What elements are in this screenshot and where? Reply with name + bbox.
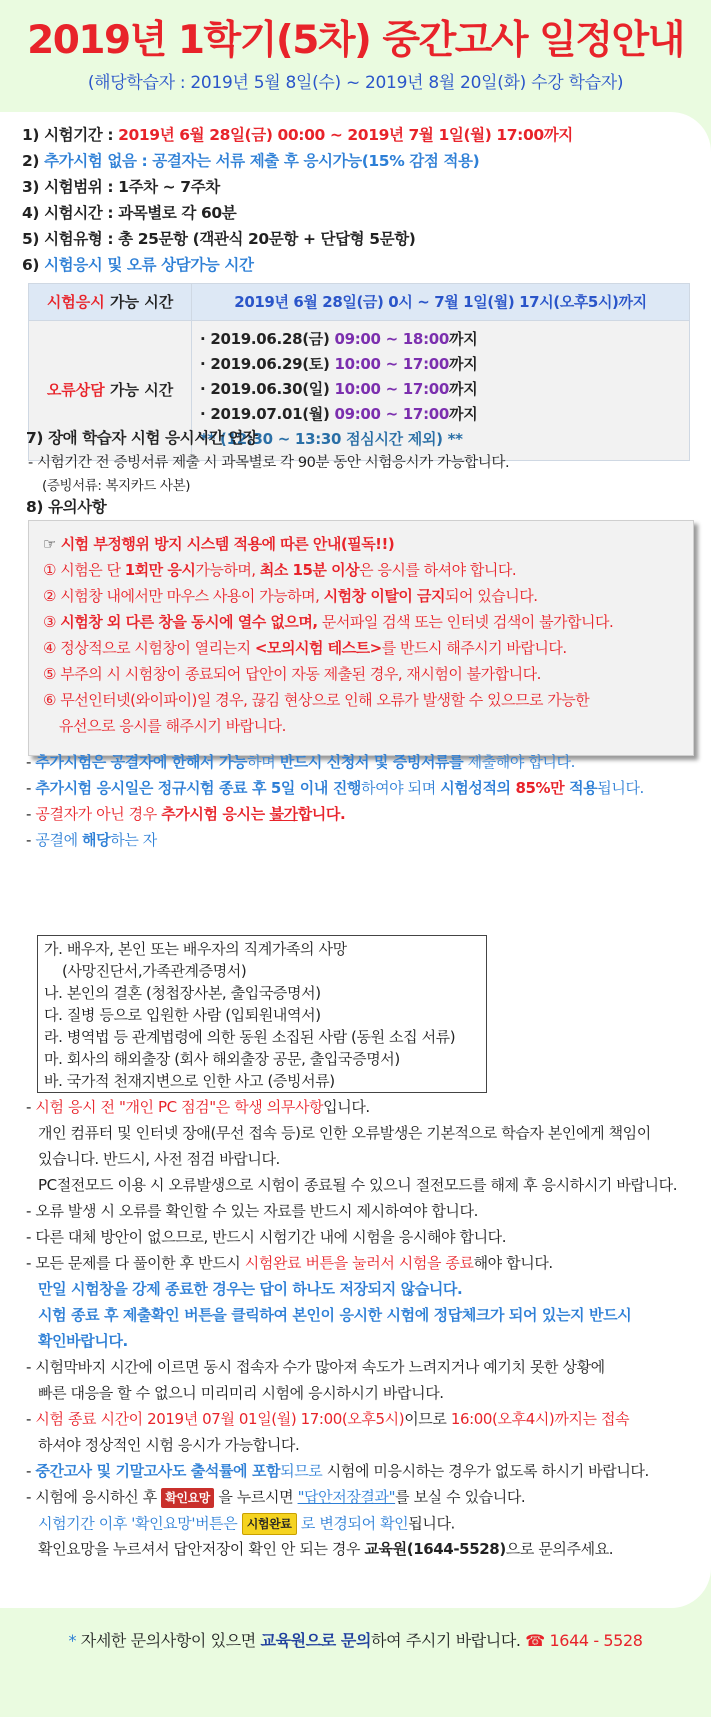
tip-text: 을 누르시면 — [214, 1488, 298, 1506]
extra-emphasis: 반드시 신청서 및 증빙서류를 — [279, 753, 464, 771]
extra-text: 됩니다. — [597, 779, 644, 797]
consult-time-row — [200, 403, 477, 424]
item-exam-type: 5) 시험유형 : 총 25문항 (객관식 20문항 + 단답형 5문항) — [22, 230, 416, 248]
extra-emphasis: 적용 — [564, 779, 598, 797]
notice-box — [28, 520, 694, 756]
page-title: 2019년 1학기(5차) 중간고사 일정안내 — [27, 18, 684, 63]
tip-end-time-l2: 하셔야 정상적인 시험 응시가 가능합니다. — [38, 1436, 300, 1454]
tip-text: 입니다. — [323, 1098, 370, 1116]
consult-time-row — [200, 328, 477, 349]
header — [0, 0, 711, 112]
notice-emphasis: 1회만 응시 — [124, 561, 196, 579]
tip-text: 해야 합니다. — [473, 1254, 553, 1272]
section7-title: 7) 장애 학습자 시험 응시시간 연장 — [26, 429, 258, 447]
exam-label-keyword: 시험응시 — [46, 293, 105, 311]
item-no-extra-exam — [22, 151, 479, 171]
consult-row-times — [192, 321, 689, 460]
extra-line-4 — [26, 830, 157, 850]
extra-emphasis: 불가 — [269, 805, 298, 823]
tip-early-l2: 빠른 대응을 할 수 없으니 미리미리 시험에 응시하시기 바랍니다. — [38, 1384, 444, 1402]
tip-text: 이므로 — [404, 1410, 451, 1428]
notice-item-1 — [43, 559, 516, 580]
reason-item: 나. 본인의 결혼 (청첩장사본, 출입국증명서) — [44, 984, 321, 1002]
reason-item: (사망진단서,가족관계증명서) — [62, 962, 247, 980]
tip-finish-l3: 시험 종료 후 제출확인 버튼을 클릭하여 본인이 응시한 시험에 정답체크가 되어 있는지 반드시 — [38, 1306, 632, 1324]
consult-date: · 2019.06.30(일) — [200, 380, 335, 398]
footer-text: 자세한 문의사항이 있으면 — [80, 1631, 261, 1650]
notice-item-2 — [43, 585, 538, 606]
tip-text: 를 보실 수 있습니다. — [395, 1488, 526, 1506]
extra-text: 제출해야 합니다. — [463, 753, 575, 771]
tip-confirm-l3 — [38, 1539, 613, 1559]
tip-text: 시험에 미응시하는 경우가 없도록 하시기 바랍니다. — [322, 1462, 649, 1480]
consult-tail: 까지 — [449, 355, 478, 373]
exam-row — [29, 284, 689, 321]
tip-emphasis: 중간고사 및 기말고사도 출석률에 포함 — [35, 1462, 281, 1480]
bullet: - — [26, 1410, 36, 1428]
notice-emphasis: 시험창 외 다른 창을 동시에 열수 없으며, — [60, 613, 318, 631]
bullet: - — [26, 779, 36, 797]
bullet: - — [26, 753, 36, 771]
consult-tail: 까지 — [449, 405, 478, 423]
notice-emphasis: <모의시험 테스트> — [254, 639, 382, 657]
tip-pc-check-l4: PC절전모드 이용 시 오류발생으로 시험이 종료될 수 있으니 절전모드를 해제 후 응시하시기 바랍니다. — [38, 1176, 678, 1194]
extra-line-2 — [26, 778, 644, 798]
exam-label-rest: 가능 시간 — [104, 293, 174, 311]
tip-early: - 시험막바지 시간에 이르면 동시 접속자 수가 많아져 속도가 느려지거나 예기치 못한 상황에 — [26, 1358, 605, 1376]
tip-finish — [26, 1253, 553, 1273]
bullet: - — [26, 805, 36, 823]
tip-error-evidence: - 오류 발생 시 오류를 확인할 수 있는 자료를 반드시 제시하여야 합니다. — [26, 1202, 478, 1220]
extra-text: 공결자가 아닌 경우 — [35, 805, 162, 823]
footer-text: 하여 주시기 바랍니다. — [371, 1631, 526, 1650]
exam-row-value: 2019년 6월 28일(금) 0시 ~ 7월 1일(월) 17시(오후5시)까지 — [234, 293, 647, 311]
tip-text: 되므로 — [280, 1462, 323, 1480]
consult-label-rest: 가능 시간 — [104, 381, 174, 399]
no-extra-exam-value: 추가시험 없음 : 공결자는 서류 제출 후 응시가능(15% 감점 적용) — [44, 152, 480, 170]
extra-emphasis: 추가시험은 공결자에 한해서 가능 — [35, 753, 248, 771]
tip-text: 확인요망을 누르셔서 답안저장이 확인 안 되는 경우 — [38, 1540, 365, 1558]
notice-emphasis: 최소 15분 이상 — [259, 561, 360, 579]
tip-text: 로 변경되어 확인 — [296, 1514, 409, 1533]
answer-save-result-link[interactable]: "답안저장결과" — [297, 1488, 396, 1506]
consult-tail: 까지 — [449, 380, 478, 398]
notice-text: ③ — [43, 613, 61, 631]
extra-emphasis: 합니다. — [297, 805, 346, 823]
tip-deadline: - 다른 대체 방안이 없으므로, 반드시 시험기간 내에 시험을 응시해야 합니다. — [26, 1228, 507, 1246]
extra-emphasis: 추가시험 응시는 — [161, 805, 270, 823]
tip-text: - 시험에 응시하신 후 — [26, 1488, 162, 1506]
phone-icon: ☎ — [525, 1631, 545, 1650]
consult-tail: 까지 — [449, 330, 478, 348]
tip-emphasis: 16:00(오후4시)까지는 접속 — [450, 1410, 630, 1428]
tip-emphasis: 시험 응시 전 "개인 PC 점검"은 학생 의무사항 — [35, 1098, 324, 1116]
item-exam-period — [22, 125, 573, 145]
notice-title — [43, 533, 394, 554]
consult-time: 10:00 ~ 17:00 — [334, 380, 450, 398]
notice-text: 은 응시를 하셔야 합니다. — [359, 561, 517, 579]
extra-line-1 — [26, 752, 575, 772]
item-label: 6) — [22, 256, 45, 274]
notice-item-6: ⑥ 무선인터넷(와이파이)일 경우, 끊김 현상으로 인해 오류가 발생할 수 있으므로 가능한 — [43, 691, 590, 709]
item-label: 2) — [22, 152, 45, 170]
consult-time-row — [200, 353, 477, 374]
notice-item-5: ⑤ 부주의 시 시험창이 종료되어 답안이 자동 제출된 경우, 재시험이 불가합니다. — [43, 665, 541, 683]
notice-item-6-cont: 유선으로 응시를 해주시기 바랍니다. — [59, 717, 286, 735]
tip-pc-check-l2: 개인 컴퓨터 및 인터넷 장애(무선 접속 등)로 인한 오류발생은 기본적으로 학습자 본인에게 책임이 — [38, 1124, 651, 1142]
tip-emphasis: 교육원(1644-5528) — [364, 1540, 506, 1558]
excuse-reasons-box — [37, 935, 487, 1093]
extra-text: 하며 — [247, 753, 280, 771]
bullet: - — [26, 831, 36, 849]
extra-text: 공결 — [35, 831, 64, 849]
bullet: - — [26, 1462, 36, 1480]
section7-line2: (증빙서류: 복지카드 사본) — [42, 478, 191, 494]
notice-text: 를 반드시 해주시기 바랍니다. — [381, 639, 567, 657]
reason-item: 가. 배우자, 본인 또는 배우자의 직계가족의 사망 — [44, 940, 347, 958]
exam-row-label — [29, 284, 192, 320]
extra-percent: 85%만 — [515, 779, 565, 797]
tip-text: 됩니다. — [408, 1514, 455, 1533]
tip-finish-l4: 확인바랍니다. — [38, 1332, 128, 1350]
consult-date: · 2019.06.28(금) — [200, 330, 335, 348]
pointing-hand-icon: ☞ — [43, 535, 56, 553]
notice-text: 되어 있습니다. — [445, 587, 538, 605]
page-subtitle: (해당학습자 : 2019년 5월 8일(수) ~ 2019년 8월 20일(화) 수강 학습자) — [87, 73, 624, 93]
reason-item: 라. 병역법 등 관계법령에 의한 동원 소집된 사람 (동원 소집 서류) — [44, 1028, 456, 1046]
consult-date: · 2019.06.29(토) — [200, 355, 335, 373]
notice-text: ① 시험은 단 — [43, 561, 125, 579]
consult-label-keyword: 오류상담 — [46, 381, 105, 399]
tip-emphasis: 시험완료 버튼을 눌러서 시험을 종료 — [244, 1254, 474, 1272]
notice-text: 가능하며, — [195, 561, 260, 579]
notice-item-4 — [43, 637, 567, 658]
extra-emphasis: 시험성적의 — [440, 779, 516, 797]
tip-pc-check-l3: 있습니다. 반드시, 사전 점검 바랍니다. — [38, 1150, 280, 1168]
bullet: - — [26, 1098, 36, 1116]
extra-text: 하는 자 — [110, 831, 157, 849]
tip-pc-check — [26, 1097, 370, 1117]
notice-item-3 — [43, 611, 613, 632]
notice-emphasis: 시험창 이탈이 금지 — [323, 587, 446, 605]
tip-confirm — [26, 1487, 525, 1508]
section7-line1: - 시험기간 전 증빙서류 제출 시 과목별로 각 90분 동안 시험응시가 가능합니다. — [28, 455, 510, 471]
extra-emphasis: 해당 — [82, 831, 111, 849]
item-consult-hours — [22, 255, 254, 275]
item-label: 1) 시험기간 : — [22, 126, 119, 144]
exam-period-value: 2019년 6월 28일(금) 00:00 ~ 2019년 7월 1일(월) 17:00까지 — [118, 126, 573, 144]
lunch-note: ** (12:30 ~ 13:30 점심시간 제외) ** — [200, 430, 463, 448]
tip-text: 으로 문의주세요. — [505, 1540, 614, 1558]
extra-emphasis: 정규시험 종료 후 5일 이내 진행 — [157, 779, 361, 797]
footer-phone[interactable]: 1644 - 5528 — [544, 1631, 643, 1650]
notice-text: ② 시험창 내에서만 마우스 사용이 가능하며, — [43, 587, 324, 605]
notice-text: 문서파일 검색 또는 인터넷 검색이 불가합니다. — [317, 613, 614, 631]
consult-hours-value: 시험응시 및 오류 상담가능 시간 — [44, 256, 254, 274]
extra-text: 하여야 되며 — [361, 779, 441, 797]
tip-text: 시험기간 이후 '확인요망'버튼은 — [38, 1514, 242, 1533]
tip-end-time — [26, 1409, 629, 1429]
section8-title: 8) 유의사항 — [26, 498, 107, 516]
extra-line-3 — [26, 804, 345, 824]
consult-time: 09:00 ~ 18:00 — [334, 330, 450, 348]
item-exam-range: 3) 시험범위 : 1주차 ~ 7주차 — [22, 178, 220, 196]
item-exam-time: 4) 시험시간 : 과목별로 각 60분 — [22, 204, 237, 222]
consult-time: 09:00 ~ 17:00 — [334, 405, 450, 423]
footer-star: * — [68, 1631, 81, 1650]
reason-item: 다. 질병 등으로 입원한 사람 (입퇴원내역서) — [44, 1006, 321, 1024]
consult-time-row — [200, 378, 477, 399]
footer-emphasis: 교육원으로 문의 — [260, 1631, 372, 1650]
tip-finish-l2: 만일 시험창을 강제 종료한 경우는 답이 하나도 저장되지 않습니다. — [38, 1280, 463, 1298]
notice-text: ④ 정상적으로 시험창이 열리는지 — [43, 639, 255, 657]
tip-attendance — [26, 1461, 649, 1481]
reason-item: 마. 회사의 해외출장 (회사 해외출장 공문, 출입국증명서) — [44, 1050, 400, 1068]
tip-text: - 모든 문제를 다 풀이한 후 반드시 — [26, 1254, 245, 1272]
tip-emphasis: 시험 종료 시간이 2019년 07월 01일(월) 17:00(오후5시) — [35, 1410, 405, 1428]
confirm-required-button[interactable]: 확인요망 — [161, 1488, 214, 1508]
reason-item: 바. 국가적 천재지변으로 인한 사고 (증빙서류) — [44, 1072, 335, 1090]
consult-date: · 2019.07.01(월) — [200, 405, 335, 423]
footer-contact — [0, 1628, 711, 1651]
extra-text: 에 — [63, 831, 83, 849]
consult-time: 10:00 ~ 17:00 — [334, 355, 450, 373]
content-card — [0, 112, 711, 1608]
notice-title-text: 시험 부정행위 방지 시스템 적용에 따른 안내(필독!!) — [60, 535, 395, 553]
tip-confirm-l2 — [38, 1513, 455, 1535]
extra-emphasis: 추가시험 응시일은 — [35, 779, 158, 797]
exam-complete-button[interactable]: 시험완료 — [242, 1513, 297, 1535]
